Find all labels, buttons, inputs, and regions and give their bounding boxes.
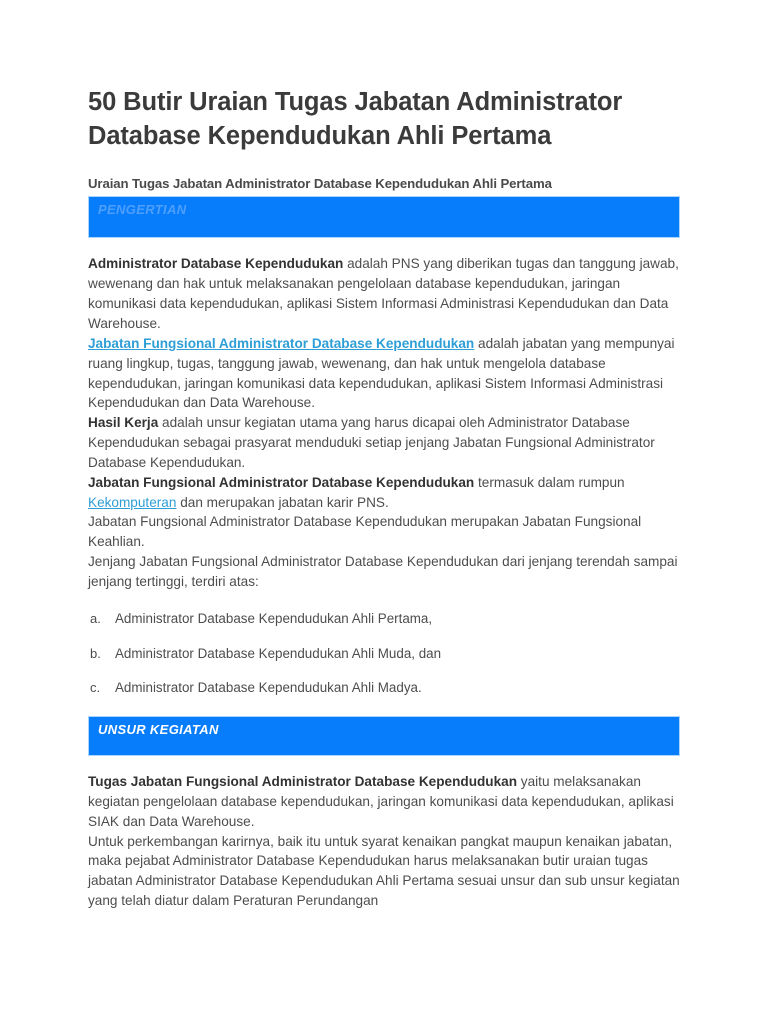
- paragraph-definition-hasil-kerja: [88, 413, 680, 473]
- list-marker: b.: [90, 645, 101, 661]
- paragraph-text: adalah jabatan yang mempunyai ruang lingkup, tugas, tanggung jawab, wewenang, dan hak untuk mengelola database kependudukan, jaringan komunikasi data kependudukan, aplikasi Sistem Informasi Administrasi Kependudukan dan Data Warehouse.: [88, 335, 675, 411]
- page-title: 50 Butir Uraian Tugas Jabatan Administrator Database Kependudukan Ahli Pertama: [88, 88, 623, 150]
- link-kekomputeran[interactable]: Kekomputeran: [88, 494, 177, 510]
- list-item: [88, 679, 680, 698]
- list-item: [88, 610, 680, 629]
- link-jabatan-fungsional-administrator-database-kependudukan[interactable]: Jabatan Fungsional Administrator Database Kependudukan: [88, 335, 475, 351]
- section-unsur-kegiatan-body: [88, 772, 680, 911]
- document-subtitle: Uraian Tugas Jabatan Administrator Database Kependudukan Ahli Pertama: [88, 176, 552, 192]
- paragraph-definition-administrator: [88, 254, 680, 333]
- paragraph-lead-term: Hasil Kerja: [88, 415, 159, 431]
- section-banner-pengertian: [88, 196, 680, 238]
- paragraph-lead-term: Jabatan Fungsional Administrator Database Kependudukan: [88, 474, 475, 490]
- list-item-label: Administrator Database Kependudukan Ahli Pertama,: [115, 610, 433, 626]
- paragraph-jenjang-intro: Jenjang Jabatan Fungsional Administrator Database Kependudukan dari jenjang terendah sampai jenjang tertinggi, terdiri atas:: [88, 554, 678, 589]
- paragraph-text: adalah PNS yang diberikan tugas dan tanggung jawab, wewenang dan hak untuk melaksanakan pengelolaan database kependudukan, jaringan komunikasi data kependudukan, aplikasi Sistem Informasi Administrasi Kependudukan dan Data Warehouse.: [88, 256, 679, 331]
- paragraph-tugas-jabatan: [88, 772, 680, 832]
- list-marker: c.: [90, 680, 101, 696]
- paragraph-text: dan merupakan jabatan karir PNS.: [176, 494, 389, 510]
- paragraph-rumpun-kekomputeran: [88, 473, 680, 513]
- list-item-label: Administrator Database Kependudukan Ahli Muda, dan: [115, 645, 442, 661]
- paragraph-lead-term: Administrator Database Kependudukan: [88, 256, 344, 272]
- section-pengertian-body: [88, 254, 680, 698]
- paragraph-text: yaitu melaksanakan kegiatan pengelolaan database kependudukan, jaringan komunikasi data kependudukan, aplikasi SIAK dan Data Warehouse.: [88, 774, 674, 829]
- section-banner-unsur-kegiatan: [88, 716, 680, 756]
- paragraph-text: termasuk dalam rumpun: [474, 474, 625, 490]
- paragraph-lead-term: Tugas Jabatan Fungsional Administrator Database Kependudukan: [88, 774, 518, 790]
- jenjang-jabatan-list: [88, 610, 680, 698]
- paragraph-definition-jabatan-fungsional: [88, 334, 680, 413]
- paragraph-perkembangan-karir: Untuk perkembangan karirnya, baik itu untuk syarat kenaikan pangkat maupun kenaikan jabatan, maka pejabat Administrator Database Kependudukan harus melaksanakan butir uraian tugas jabatan Administrator Database Kependudukan Ahli Pertama sesuai unsur dan sub unsur kegiatan yang telah diatur dalam Peraturan Perundangan: [88, 833, 680, 909]
- section-banner-label: UNSUR KEGIATAN: [98, 722, 219, 738]
- document-content: [88, 86, 680, 911]
- list-item-label: Administrator Database Kependudukan Ahli Madya.: [115, 680, 422, 696]
- list-item: [88, 645, 680, 664]
- paragraph-jabatan-fungsional-keahlian: Jabatan Fungsional Administrator Database Kependudukan merupakan Jabatan Fungsional Keahlian.: [88, 514, 642, 550]
- section-banner-label: PENGERTIAN: [98, 202, 187, 218]
- list-marker: a.: [90, 610, 101, 626]
- paragraph-text: adalah unsur kegiatan utama yang harus dicapai oleh Administrator Database Kependudukan sebagai prasyarat menduduki setiap jenjang Jabatan Fungsional Administrator Database Kependudukan.: [88, 415, 655, 470]
